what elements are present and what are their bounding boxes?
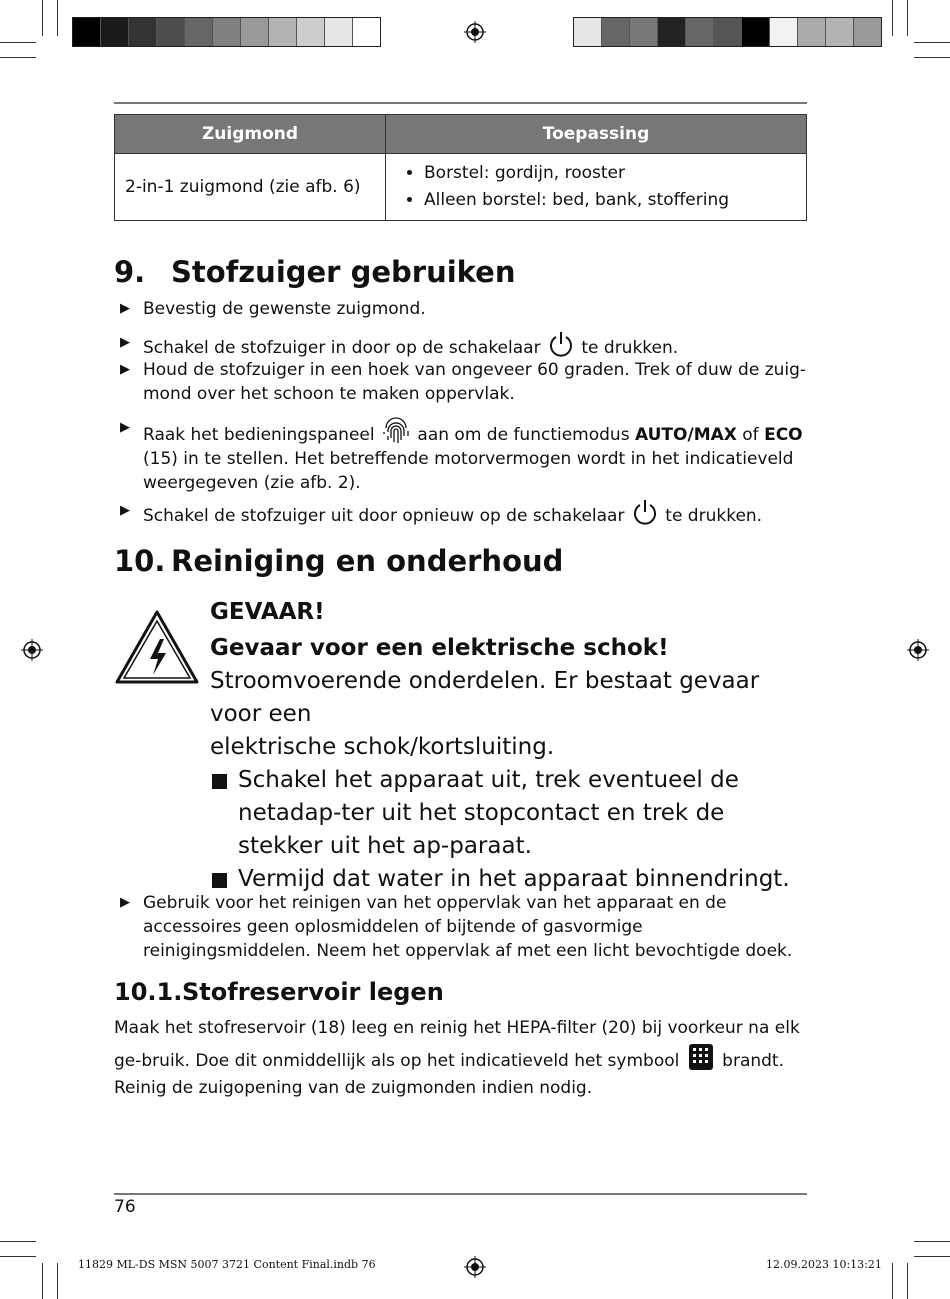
warning-block bbox=[210, 596, 810, 896]
section-number: 9. bbox=[114, 255, 146, 289]
section-number: 10.1. bbox=[114, 978, 183, 1006]
arrow-bullet-icon: ▶ bbox=[120, 335, 130, 350]
warning-bullet: Vermijd dat water in het apparaat binnendringt. bbox=[210, 863, 810, 896]
power-icon bbox=[632, 499, 658, 527]
power-icon bbox=[548, 331, 574, 359]
table-cell-toepassing bbox=[386, 154, 807, 221]
footer-file-info: 11829 ML-DS MSN 5007 3721 Content Final.indb 76 bbox=[78, 1258, 376, 1271]
section-10-1-heading bbox=[114, 978, 444, 1006]
registration-mark-icon bbox=[907, 639, 929, 661]
arrow-bullet-icon: ▶ bbox=[120, 362, 130, 377]
table-cell-zuigmond: 2-in-1 zuigmond (zie afb. 6) bbox=[115, 154, 386, 221]
column-header: Toepassing bbox=[386, 115, 807, 154]
color-swatch bbox=[129, 18, 157, 46]
table-header-row bbox=[115, 115, 807, 154]
dust-container-icon bbox=[687, 1042, 715, 1072]
footer-timestamp: 12.09.2023 10:13:21 bbox=[766, 1258, 882, 1271]
registration-mark-icon bbox=[464, 21, 486, 43]
arrow-bullet-icon: ▶ bbox=[120, 503, 130, 518]
warning-text: Stroomvoerende onderdelen. Er bestaat gevaar voor een bbox=[210, 668, 760, 727]
color-swatch bbox=[854, 18, 881, 46]
section-number: 10. bbox=[114, 544, 166, 578]
color-swatch bbox=[101, 18, 129, 46]
nozzle-table bbox=[114, 114, 807, 221]
warning-title: GEVAAR! bbox=[210, 599, 325, 625]
color-swatch bbox=[658, 18, 686, 46]
section-title: Stofreservoir legen bbox=[182, 978, 444, 1006]
color-swatch bbox=[574, 18, 602, 46]
color-swatch bbox=[686, 18, 714, 46]
list-item: • Alleen borstel: bed, bank, stoffering bbox=[424, 187, 796, 214]
section-10-heading bbox=[114, 544, 563, 578]
step-item: ▶ Schakel de stofzuiger uit door opnieuw op de schakelaar te drukken. bbox=[120, 499, 810, 528]
color-swatch bbox=[185, 18, 213, 46]
table-row bbox=[115, 154, 807, 221]
warning-subtitle: Gevaar voor een elektrische schok! bbox=[210, 635, 669, 661]
color-swatch bbox=[630, 18, 658, 46]
color-swatch bbox=[770, 18, 798, 46]
list-item: • Borstel: gordijn, rooster bbox=[424, 160, 796, 187]
warning-bullet: Schakel het apparaat uit, trek eventueel de netadap-ter uit het stopcontact en trek de stekker uit het ap-paraat. bbox=[210, 764, 810, 863]
step-item: ▶ Raak het bedieningspaneel aan om de functiemodus AUTO/MAX of ECO (15) in te stellen. Het betreffende motorvermogen wordt in het indicatieveld weergegeven (zie afb. 2). bbox=[120, 416, 810, 495]
section-title: Reiniging en onderhoud bbox=[171, 544, 564, 578]
step-item: ▶ Houd de stofzuiger in een hoek van ongeveer 60 graden. Trek of duw de zuig-mond over het schoon te maken oppervlak. bbox=[120, 360, 807, 404]
square-bullet-icon bbox=[212, 774, 227, 789]
square-bullet-icon bbox=[212, 873, 227, 888]
column-header: Zuigmond bbox=[115, 115, 386, 154]
arrow-bullet-icon: ▶ bbox=[120, 420, 130, 435]
color-swatch bbox=[241, 18, 269, 46]
color-swatch bbox=[353, 18, 380, 46]
color-swatch bbox=[826, 18, 854, 46]
step-item: ▶ Schakel de stofzuiger in door op de schakelaar te drukken. bbox=[120, 331, 810, 360]
bottom-rule bbox=[114, 1193, 807, 1195]
registration-mark-icon bbox=[464, 1256, 486, 1278]
color-bar-left bbox=[72, 17, 381, 47]
color-swatch bbox=[325, 18, 353, 46]
warning-text: elektrische schok/kortsluiting. bbox=[210, 734, 555, 760]
color-swatch bbox=[157, 18, 185, 46]
color-swatch bbox=[714, 18, 742, 46]
color-swatch bbox=[798, 18, 826, 46]
step-item: ▶ Bevestig de gewenste zuigmond. bbox=[120, 299, 426, 319]
page-number: 76 bbox=[114, 1197, 136, 1217]
top-rule bbox=[114, 102, 807, 104]
registration-mark-icon bbox=[21, 639, 43, 661]
section-title: Stofzuiger gebruiken bbox=[171, 255, 516, 289]
color-swatch bbox=[213, 18, 241, 46]
color-swatch bbox=[742, 18, 770, 46]
color-swatch bbox=[269, 18, 297, 46]
color-bar-right bbox=[573, 17, 882, 47]
step-item: ▶ Gebruik voor het reinigen van het oppervlak van het apparaat en de accessoires geen oplosmiddelen of bijtende of gasvormige reinigingsmiddelen. Neem het oppervlak af met een licht bevochtigde doek. bbox=[120, 893, 793, 961]
arrow-bullet-icon: ▶ bbox=[120, 895, 130, 910]
color-swatch bbox=[73, 18, 101, 46]
section-9-heading bbox=[114, 255, 515, 289]
color-swatch bbox=[297, 18, 325, 46]
electric-hazard-icon bbox=[114, 609, 200, 685]
body-paragraph: Maak het stofreservoir (18) leeg en reinig het HEPA-filter (20) bij voorkeur na elk ge-bruik. Doe dit onmiddellijk als op het indicatieveld het symbool brandt. Reinig de zuigopening van de zuigmonden indien nodig. bbox=[114, 1018, 800, 1098]
fingerprint-icon bbox=[382, 416, 410, 446]
arrow-bullet-icon: ▶ bbox=[120, 301, 130, 316]
color-swatch bbox=[602, 18, 630, 46]
